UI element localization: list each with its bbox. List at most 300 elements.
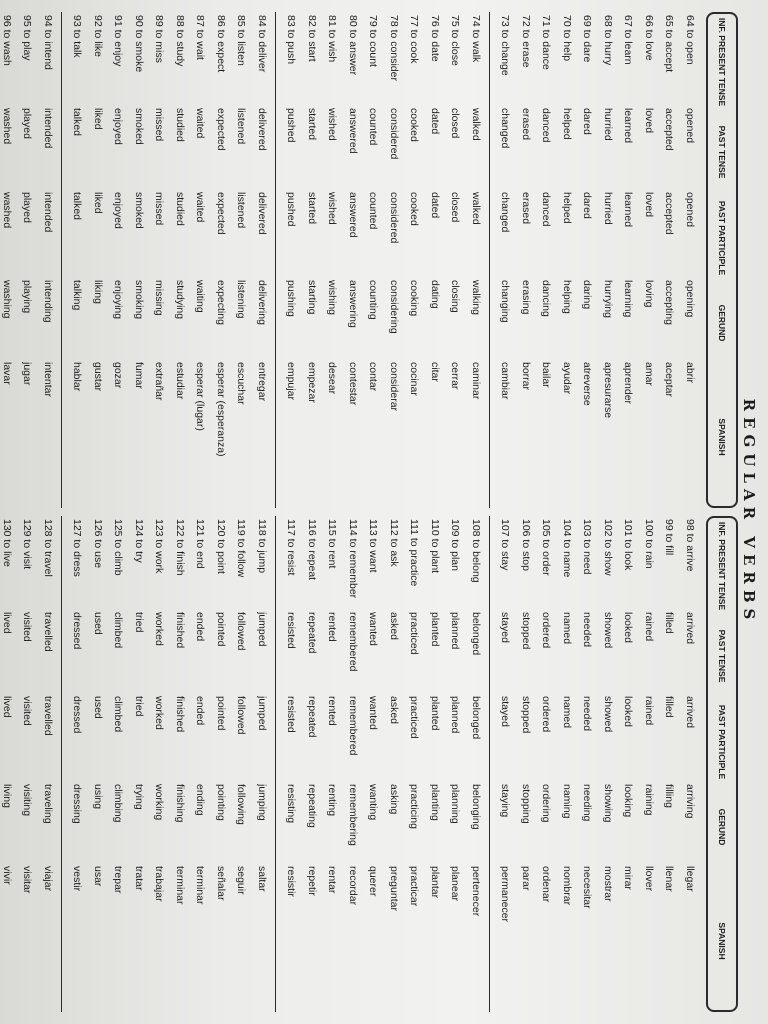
cell-past-tense: jumped xyxy=(256,612,268,647)
cell-infinitive: 123 to work xyxy=(153,519,166,574)
cell-gerund: accepting xyxy=(663,280,676,325)
cell-spanish: extrañar xyxy=(153,362,166,401)
cell-gerund: resisting xyxy=(285,784,298,824)
cell-past-participle: studied xyxy=(174,192,186,226)
table-row xyxy=(302,516,323,1012)
cell-past-tense: planted xyxy=(429,612,441,647)
cell-past-participle: climbed xyxy=(112,696,125,733)
cell-spanish: saltar xyxy=(256,866,268,892)
table-row xyxy=(88,516,109,1012)
group-divider xyxy=(275,12,276,508)
cell-past-participle: dressed xyxy=(71,696,84,734)
cell-gerund: closing xyxy=(449,280,462,313)
cell-spanish: permanecer xyxy=(499,866,512,923)
cell-infinitive: 122 to finish xyxy=(174,519,186,576)
cell-gerund: missing xyxy=(153,280,166,316)
cell-infinitive: 100 to rain xyxy=(643,519,655,569)
cell-past-participle: loved xyxy=(643,192,655,218)
cell-past-tense: intended xyxy=(42,108,54,149)
cell-past-tense: missed xyxy=(153,108,166,142)
cell-past-tense: ordered xyxy=(540,612,553,649)
cell-gerund: playing xyxy=(21,280,34,314)
cell-spanish: plantar xyxy=(429,866,441,899)
cell-infinitive: 101 to look xyxy=(622,519,635,571)
cell-past-participle: enjoyed xyxy=(112,192,125,229)
cell-past-participle: washed xyxy=(1,192,13,229)
cell-past-tense: travelled xyxy=(42,612,54,652)
cell-infinitive: 66 to love xyxy=(643,15,655,61)
cell-past-tense: belonged xyxy=(470,612,482,656)
header-spanish: SPANISH xyxy=(717,922,728,960)
cell-infinitive: 125 to climb xyxy=(112,519,125,576)
cell-spanish: llenar xyxy=(663,866,676,892)
cell-gerund: working xyxy=(153,784,166,821)
header-past-tense: PAST TENSE xyxy=(717,125,728,179)
table-row xyxy=(231,516,252,1012)
cell-spanish: llegar xyxy=(684,866,696,892)
cell-gerund: asking xyxy=(388,784,400,815)
header-inf-present: INF. PRESENT TENSE xyxy=(717,17,728,107)
cell-gerund: opening xyxy=(684,280,696,318)
table-row xyxy=(618,12,639,508)
cell-past-participle: considered xyxy=(388,192,400,244)
cell-past-participle: pushed xyxy=(285,192,298,227)
cell-gerund: stopping xyxy=(520,784,532,824)
cell-spanish: llover xyxy=(643,866,655,892)
table-body xyxy=(0,516,700,1012)
cell-spanish: pertenecer xyxy=(470,866,482,917)
cell-spanish: planear xyxy=(449,866,462,902)
cell-past-tense: walked xyxy=(470,108,482,141)
cell-past-participle: opened xyxy=(684,192,696,228)
cell-past-participle: repeated xyxy=(306,696,318,738)
cell-past-tense: practiced xyxy=(408,612,421,655)
cell-gerund: answering xyxy=(347,280,359,328)
cell-spanish: resistir xyxy=(285,866,298,897)
cell-past-tense: visited xyxy=(21,612,34,642)
cell-past-participle: filled xyxy=(663,696,676,718)
cell-spanish: esperar (lugar) xyxy=(194,362,207,431)
cell-infinitive: 120 to point xyxy=(215,519,227,574)
cell-gerund: using xyxy=(92,784,104,810)
cell-past-participle: tried xyxy=(133,696,145,717)
cell-gerund: dressing xyxy=(71,784,84,824)
cell-past-tense: worked xyxy=(153,612,166,646)
table-row xyxy=(495,12,516,508)
cell-past-participle: accepted xyxy=(663,192,676,235)
cell-infinitive: 76 to date xyxy=(429,15,441,62)
cell-past-participle: rented xyxy=(326,696,339,726)
cell-past-tense: opened xyxy=(684,108,696,144)
cell-spanish: mirar xyxy=(622,866,635,890)
header-past-tense: PAST TENSE xyxy=(717,629,728,683)
table-row xyxy=(466,516,487,1012)
table-row xyxy=(149,516,170,1012)
cell-spanish: viajar xyxy=(42,866,54,892)
cell-past-tense: climbed xyxy=(112,612,125,649)
cell-past-participle: ended xyxy=(194,696,207,726)
cell-past-tense: dressed xyxy=(71,612,84,650)
cell-past-participle: listened xyxy=(235,192,248,229)
cell-infinitive: 117 to resist xyxy=(285,519,298,576)
cell-gerund: hurrying xyxy=(602,280,614,318)
cell-past-participle: smoked xyxy=(133,192,145,229)
cell-gerund: loving xyxy=(643,280,655,308)
cell-past-participle: planted xyxy=(429,696,441,731)
table-row xyxy=(639,516,660,1012)
cell-past-tense: dated xyxy=(429,108,441,135)
cell-infinitive: 129 to visit xyxy=(21,519,34,570)
table-row xyxy=(445,516,466,1012)
cell-spanish: escuchar xyxy=(235,362,248,405)
header-past-participle: PAST PARTICIPLE xyxy=(717,200,728,276)
table-row xyxy=(384,12,405,508)
cell-past-tense: followed xyxy=(235,612,248,651)
cell-infinitive: 105 to order xyxy=(540,519,553,576)
cell-spanish: nombrar xyxy=(561,866,573,906)
cell-infinitive: 74 to walk xyxy=(470,15,482,63)
cell-spanish: esperar (esperanza) xyxy=(215,362,227,457)
cell-past-tense: remembered xyxy=(347,612,359,672)
table-row xyxy=(322,516,343,1012)
cell-past-tense: finished xyxy=(174,612,186,649)
table-body xyxy=(0,12,700,508)
cell-infinitive: 119 to follow xyxy=(235,519,248,578)
cell-past-tense: arrived xyxy=(684,612,696,645)
header-inf-present: INF. PRESENT TENSE xyxy=(717,521,728,611)
cell-past-participle: wished xyxy=(326,192,339,225)
cell-gerund: daring xyxy=(581,280,594,310)
cell-past-participle: arrived xyxy=(684,696,696,729)
table-row xyxy=(108,12,129,508)
cell-past-tense: rented xyxy=(326,612,339,642)
cell-gerund: erasing xyxy=(520,280,532,315)
cell-gerund: dancing xyxy=(540,280,553,317)
cell-infinitive: 88 to study xyxy=(174,15,186,67)
table-row xyxy=(0,12,17,508)
cell-past-tense: used xyxy=(92,612,104,635)
table-row xyxy=(639,12,660,508)
cell-past-tense: asked xyxy=(388,612,400,641)
cell-spanish: intentar xyxy=(42,362,54,398)
cell-infinitive: 98 to arrive xyxy=(684,519,696,572)
table-row xyxy=(322,12,343,508)
cell-gerund: living xyxy=(1,784,13,808)
table-header xyxy=(706,516,738,1012)
cell-past-tense: looked xyxy=(622,612,635,643)
group-divider xyxy=(61,12,62,508)
table-row xyxy=(363,516,384,1012)
cell-spanish: estudiar xyxy=(174,362,186,400)
cell-gerund: needing xyxy=(581,784,594,822)
table-row xyxy=(17,516,38,1012)
cell-spanish: parar xyxy=(520,866,532,891)
table-row xyxy=(384,516,405,1012)
cell-spanish: gustar xyxy=(92,362,104,392)
cell-gerund: listening xyxy=(235,280,248,319)
table-row xyxy=(252,516,273,1012)
cell-spanish: vestir xyxy=(71,866,84,892)
cell-past-tense: ended xyxy=(194,612,207,642)
cell-past-tense: rained xyxy=(643,612,655,642)
cell-spanish: repetir xyxy=(306,866,318,896)
cell-gerund: planning xyxy=(449,784,462,824)
group-divider xyxy=(275,516,276,1012)
cell-past-participle: visited xyxy=(21,696,34,726)
cell-infinitive: 89 to miss xyxy=(153,15,166,63)
cell-gerund: practicing xyxy=(408,784,421,829)
cell-spanish: preguntar xyxy=(388,866,400,911)
cell-past-tense: stopped xyxy=(520,612,532,650)
cell-gerund: planting xyxy=(429,784,441,821)
table-row xyxy=(211,516,232,1012)
cell-infinitive: 114 to remember xyxy=(347,519,359,599)
table-row xyxy=(363,12,384,508)
cell-infinitive: 115 to rent xyxy=(326,519,339,569)
cell-spanish: ayudar xyxy=(561,362,573,395)
cell-infinitive: 102 to show xyxy=(602,519,614,576)
cell-spanish: mostrar xyxy=(602,866,614,902)
cell-infinitive: 113 to want xyxy=(367,519,380,573)
cell-past-tense: expected xyxy=(215,108,227,151)
cell-past-tense: changed xyxy=(499,108,512,149)
cell-past-tense: played xyxy=(21,108,34,139)
group-divider xyxy=(489,12,490,508)
cell-past-participle: danced xyxy=(540,192,553,227)
table-row xyxy=(281,516,302,1012)
cell-past-participle: ordered xyxy=(540,696,553,733)
cell-past-participle: dated xyxy=(429,192,441,219)
cell-infinitive: 106 to stop xyxy=(520,519,532,571)
cell-spanish: trabajar xyxy=(153,866,166,902)
cell-gerund: expecting xyxy=(215,280,227,325)
header-gerund: GERUND xyxy=(717,304,728,342)
cell-gerund: pushing xyxy=(285,280,298,317)
table-row xyxy=(17,12,38,508)
cell-gerund: walking xyxy=(470,280,482,316)
cell-gerund: looking xyxy=(622,784,635,818)
cell-infinitive: 86 to expect xyxy=(215,15,227,73)
cell-past-tense: repeated xyxy=(306,612,318,654)
cell-gerund: filling xyxy=(663,784,676,808)
cell-infinitive: 109 to plan xyxy=(449,519,462,571)
table-row xyxy=(557,516,578,1012)
cell-gerund: visiting xyxy=(21,784,34,817)
cell-infinitive: 112 to ask xyxy=(388,519,400,567)
cell-spanish: visitar xyxy=(21,866,34,894)
header-past-participle: PAST PARTICIPLE xyxy=(717,704,728,780)
cell-past-tense: talked xyxy=(71,108,84,137)
cell-spanish: abrir xyxy=(684,362,696,384)
cell-past-participle: planned xyxy=(449,696,462,734)
cell-past-participle: liked xyxy=(92,192,104,214)
table-row xyxy=(445,12,466,508)
cell-spanish: vivir xyxy=(1,866,13,885)
cell-spanish: atreverse xyxy=(581,362,594,406)
cell-past-participle: rained xyxy=(643,696,655,726)
cell-past-tense: planned xyxy=(449,612,462,650)
cell-past-participle: waited xyxy=(194,192,207,223)
cell-past-participle: stopped xyxy=(520,696,532,734)
cell-gerund: traveling xyxy=(42,784,54,824)
cell-infinitive: 72 to erase xyxy=(520,15,532,68)
cell-spanish: ordenar xyxy=(540,866,553,903)
cell-gerund: raining xyxy=(643,784,655,816)
table-row xyxy=(170,516,191,1012)
cell-gerund: studying xyxy=(174,280,186,320)
cell-spanish: lavar xyxy=(1,362,13,385)
cell-infinitive: 118 to jump xyxy=(256,519,268,574)
cell-past-participle: showed xyxy=(602,696,614,733)
cell-past-participle: cooked xyxy=(408,192,421,226)
cell-infinitive: 77 to cook xyxy=(408,15,421,64)
cell-spanish: gozar xyxy=(112,362,125,389)
cell-past-participle: counted xyxy=(367,192,380,230)
cell-infinitive: 93 to talk xyxy=(71,15,84,58)
cell-past-participle: played xyxy=(21,192,34,223)
cell-past-tense: counted xyxy=(367,108,380,146)
cell-spanish: borrar xyxy=(520,362,532,391)
table-row xyxy=(618,516,639,1012)
cell-spanish: usar xyxy=(92,866,104,887)
cell-spanish: amar xyxy=(643,362,655,386)
table-row xyxy=(536,516,557,1012)
cell-infinitive: 75 to close xyxy=(449,15,462,66)
cell-spanish: cerrar xyxy=(449,362,462,390)
cell-infinitive: 92 to like xyxy=(92,15,104,58)
cell-past-tense: learned xyxy=(622,108,635,144)
cell-spanish: recordar xyxy=(347,866,359,906)
cell-past-tense: waited xyxy=(194,108,207,139)
cell-spanish: desear xyxy=(326,362,339,395)
cell-past-participle: answered xyxy=(347,192,359,238)
cell-spanish: contar xyxy=(367,362,380,392)
cell-past-participle: missed xyxy=(153,192,166,226)
cell-past-tense: considered xyxy=(388,108,400,160)
cell-gerund: delivering xyxy=(256,280,268,325)
cell-past-tense: delivered xyxy=(256,108,268,151)
cell-infinitive: 130 to live xyxy=(1,519,13,567)
cell-infinitive: 90 to smoke xyxy=(133,15,145,73)
table-row xyxy=(38,12,59,508)
cell-past-participle: needed xyxy=(581,696,594,732)
cell-infinitive: 104 to name xyxy=(561,519,573,578)
cell-past-tense: danced xyxy=(540,108,553,143)
cell-past-participle: delivered xyxy=(256,192,268,235)
cell-gerund: wanting xyxy=(367,784,380,821)
cell-gerund: jumping xyxy=(256,784,268,821)
cell-gerund: waiting xyxy=(194,280,207,313)
cell-infinitive: 84 to deliver xyxy=(256,15,268,73)
cell-past-participle: pointed xyxy=(215,696,227,731)
cell-past-participle: walked xyxy=(470,192,482,225)
table-row xyxy=(598,12,619,508)
cell-past-tense: liked xyxy=(92,108,104,130)
cell-spanish: caminar xyxy=(470,362,482,400)
right-verb-table xyxy=(1,516,738,1012)
cell-spanish: cambiar xyxy=(499,362,512,400)
cell-gerund: arriving xyxy=(684,784,696,819)
cell-past-participle: talked xyxy=(71,192,84,221)
cell-spanish: jugar xyxy=(21,362,34,386)
cell-gerund: ordering xyxy=(540,784,553,823)
cell-past-tense: cooked xyxy=(408,108,421,142)
table-header xyxy=(706,12,738,508)
cell-gerund: wishing xyxy=(326,280,339,316)
table-row xyxy=(343,516,364,1012)
cell-gerund: naming xyxy=(561,784,573,819)
cell-gerund: following xyxy=(235,784,248,825)
table-row xyxy=(516,516,537,1012)
cell-infinitive: 94 to intend xyxy=(42,15,54,70)
cell-infinitive: 128 to travel xyxy=(42,519,54,577)
cell-gerund: learning xyxy=(622,280,635,318)
cell-past-participle: intended xyxy=(42,192,54,233)
cell-past-participle: hurried xyxy=(602,192,614,225)
cell-past-participle: used xyxy=(92,696,104,719)
cell-infinitive: 110 to plant xyxy=(429,519,441,574)
cell-past-participle: helped xyxy=(561,192,573,224)
cell-past-tense: hurried xyxy=(602,108,614,141)
cell-spanish: terminar xyxy=(174,866,186,905)
cell-past-tense: smoked xyxy=(133,108,145,145)
cell-past-tense: started xyxy=(306,108,318,141)
cell-spanish: practicar xyxy=(408,866,421,907)
cell-past-tense: helped xyxy=(561,108,573,140)
cell-past-tense: pushed xyxy=(285,108,298,143)
cell-past-tense: answered xyxy=(347,108,359,154)
cell-past-tense: listened xyxy=(235,108,248,145)
table-row xyxy=(302,12,323,508)
table-row xyxy=(577,12,598,508)
cell-past-participle: asked xyxy=(388,696,400,725)
cell-past-tense: tried xyxy=(133,612,145,633)
table-row xyxy=(190,516,211,1012)
table-row xyxy=(129,12,150,508)
cell-past-tense: needed xyxy=(581,612,594,648)
cell-gerund: staying xyxy=(499,784,512,818)
table-row xyxy=(0,516,17,1012)
cell-spanish: hablar xyxy=(71,362,84,392)
cell-gerund: starting xyxy=(306,280,318,315)
cell-past-tense: enjoyed xyxy=(112,108,125,145)
cell-infinitive: 108 to belong xyxy=(470,519,482,583)
cell-past-participle: resisted xyxy=(285,696,298,733)
cell-infinitive: 87 to wait xyxy=(194,15,207,60)
cell-gerund: repeating xyxy=(306,784,318,828)
cell-past-participle: stayed xyxy=(499,696,512,727)
cell-infinitive: 107 to stay xyxy=(499,519,512,571)
cell-infinitive: 81 to wish xyxy=(326,15,339,63)
cell-spanish: trepar xyxy=(112,866,125,894)
cell-gerund: remembering xyxy=(347,784,359,846)
table-row xyxy=(680,12,701,508)
table-row xyxy=(67,12,88,508)
table-row xyxy=(67,516,88,1012)
cell-spanish: apresurarse xyxy=(602,362,614,419)
cell-past-participle: practiced xyxy=(408,696,421,739)
cell-infinitive: 65 to accept xyxy=(663,15,676,73)
cell-past-tense: stayed xyxy=(499,612,512,643)
cell-past-participle: wanted xyxy=(367,696,380,730)
cell-spanish: bailar xyxy=(540,362,553,388)
cell-past-participle: lived xyxy=(1,696,13,718)
cell-past-participle: travelled xyxy=(42,696,54,736)
cell-gerund: trying xyxy=(133,784,145,810)
table-row xyxy=(659,516,680,1012)
table-row xyxy=(38,516,59,1012)
cell-spanish: fumar xyxy=(133,362,145,389)
